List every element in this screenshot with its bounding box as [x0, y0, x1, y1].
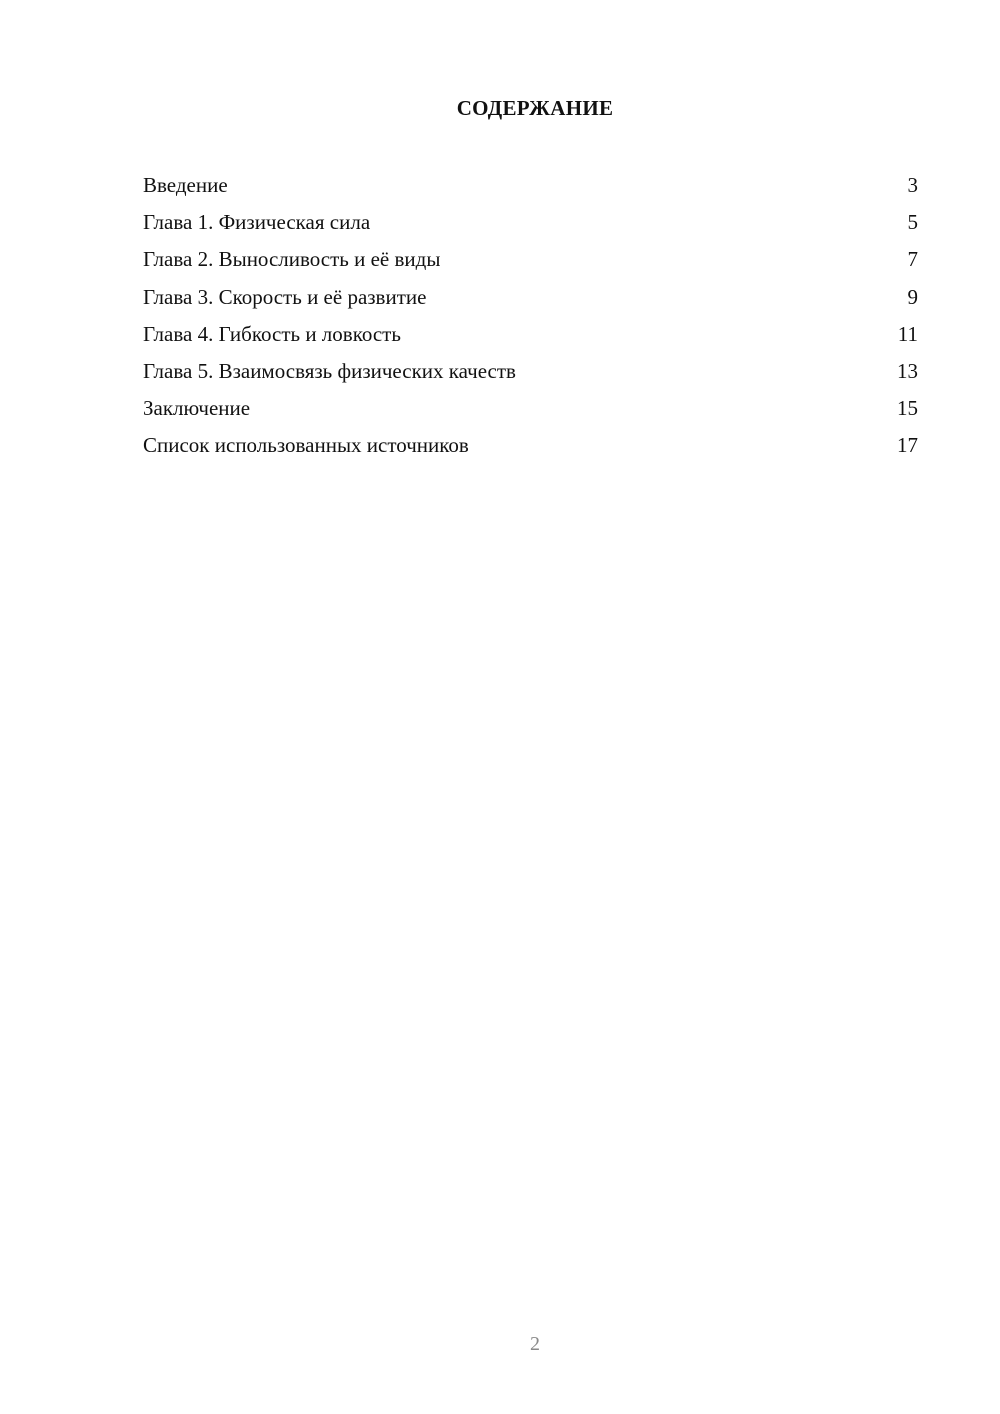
toc-entry-page: 11 [897, 321, 918, 346]
toc-entry-page: 15 [897, 396, 918, 421]
toc-entry-title: Глава 5. Взаимосвязь физических качеств [143, 358, 516, 383]
page-number: 2 [530, 1333, 540, 1355]
toc-entry-references [143, 430, 918, 467]
toc-entry-page: 9 [907, 284, 918, 309]
toc-entry-title: Глава 3. Скорость и её развитие [143, 284, 427, 309]
toc-entry-title: Глава 4. Гибкость и ловкость [143, 321, 401, 346]
toc-entry-chapter-1 [143, 207, 918, 244]
toc-entry-page: 17 [897, 433, 918, 458]
toc-entry-page: 3 [907, 173, 918, 197]
toc-entry-title: Список использованных источников [143, 433, 469, 458]
toc-entry-page: 7 [907, 247, 918, 272]
toc-entry-page: 5 [907, 210, 918, 235]
toc-entry-title: Глава 2. Выносливость и её виды [143, 247, 441, 272]
toc-entry-page: 13 [897, 358, 918, 383]
toc-entry-title: Заключение [143, 396, 251, 421]
toc-entry-title: Глава 1. Физическая сила [143, 210, 371, 235]
toc-entry-introduction [143, 170, 918, 207]
toc-entry-chapter-3 [143, 282, 918, 319]
table-of-contents [143, 170, 918, 468]
toc-entry-chapter-5 [143, 356, 918, 393]
toc-entry-title: Введение [143, 173, 228, 197]
toc-entry-chapter-4 [143, 319, 918, 356]
toc-entry-chapter-2 [143, 244, 918, 281]
toc-entry-conclusion [143, 393, 918, 430]
toc-heading: СОДЕРЖАНИЕ [456, 96, 614, 120]
